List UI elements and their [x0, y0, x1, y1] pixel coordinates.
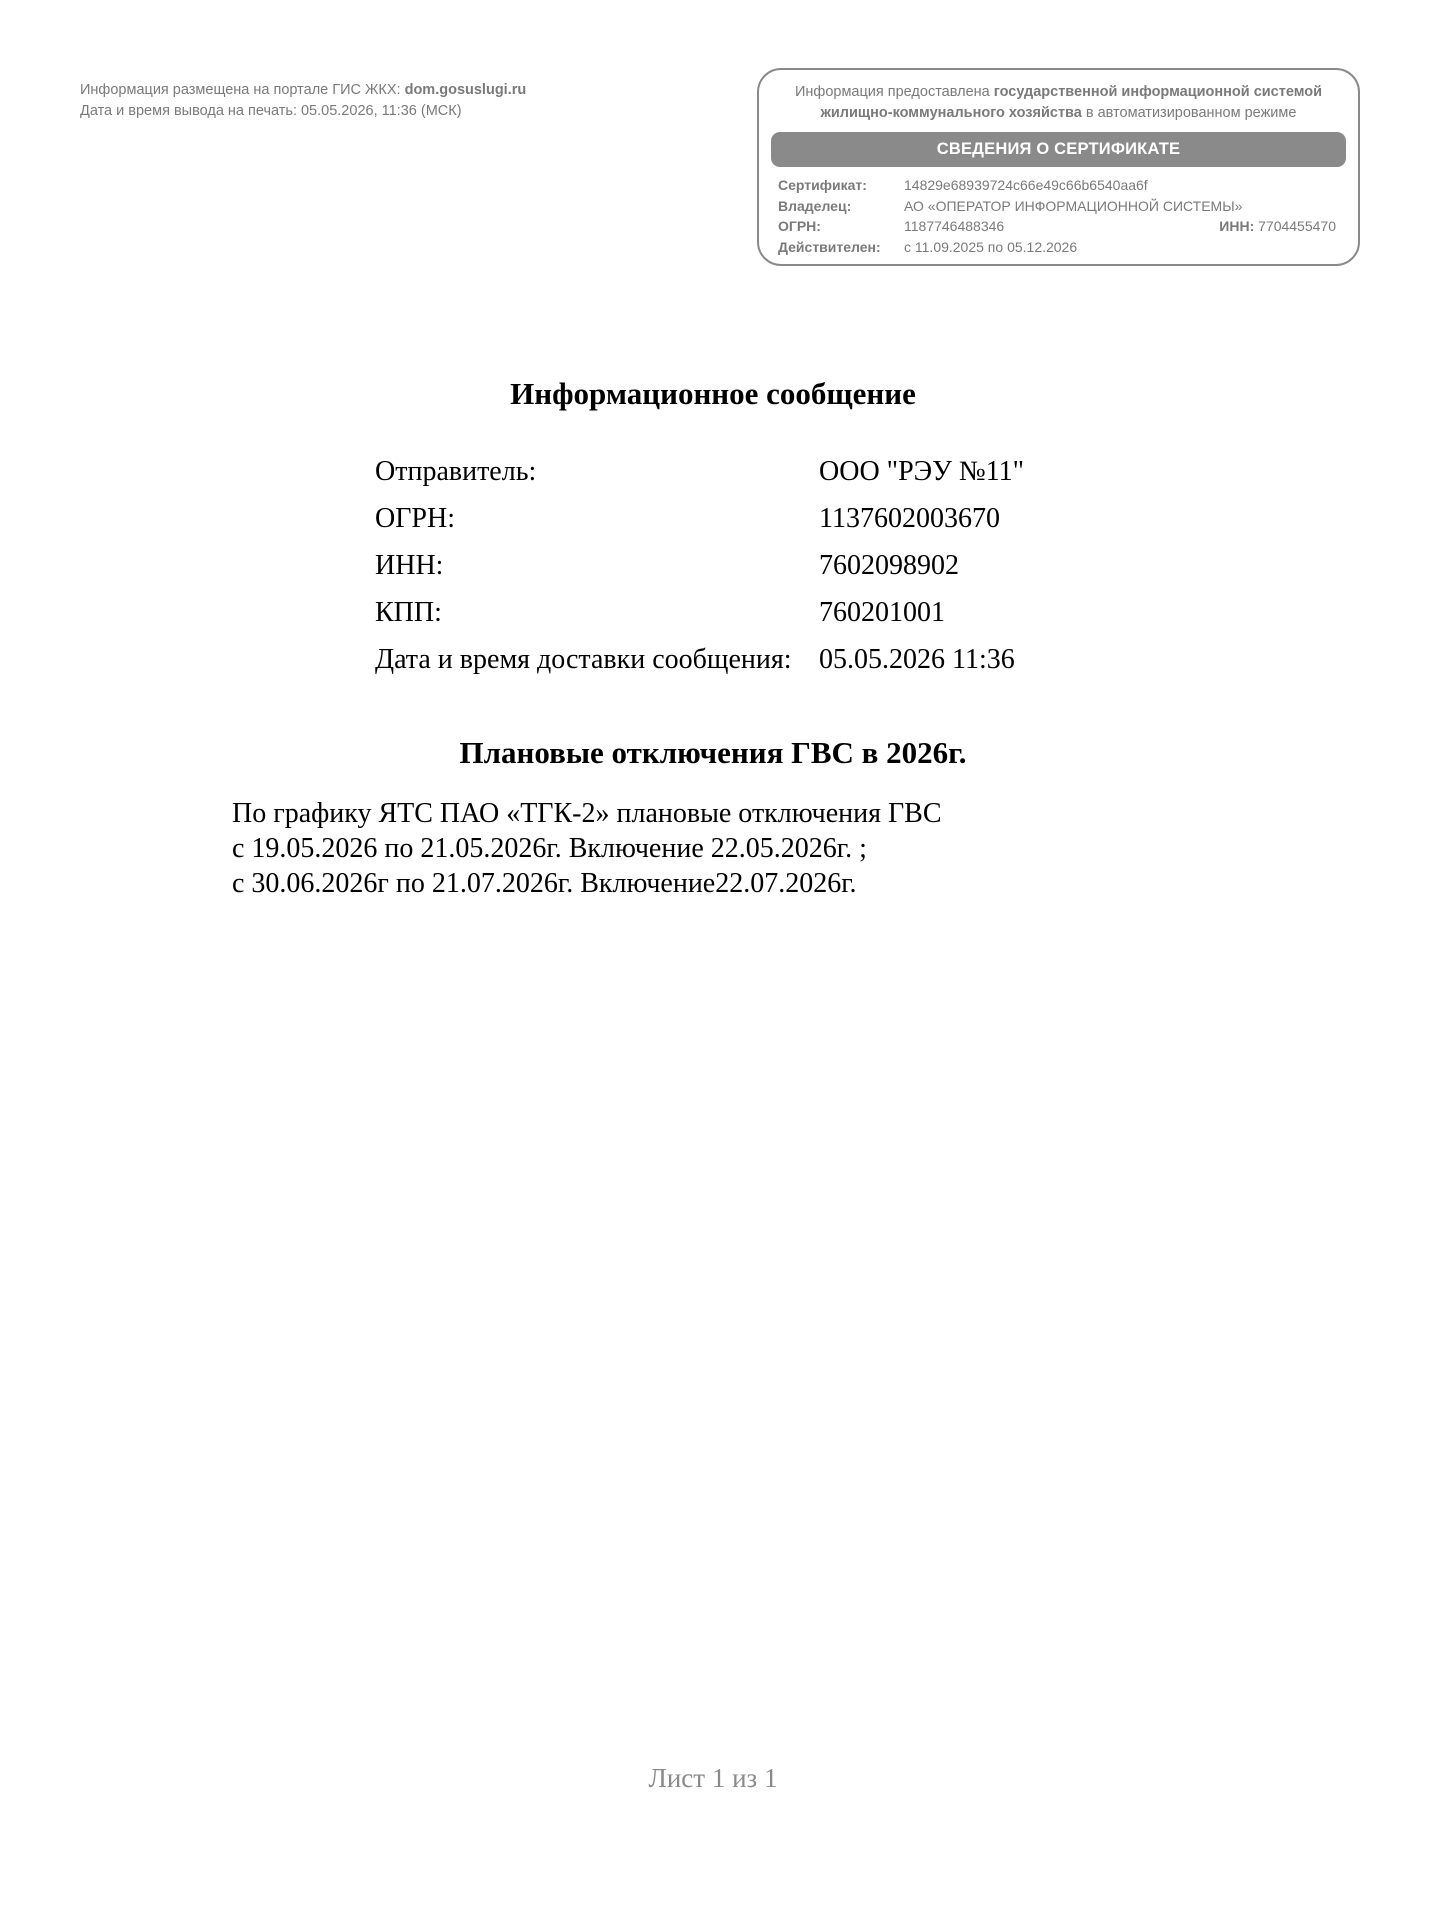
- sender-label: Отправитель:: [375, 456, 537, 487]
- page-number: Лист 1 из 1: [648, 1763, 778, 1793]
- certificate-row-serial: [778, 175, 1336, 196]
- certificate-owner-label: Владелец:: [778, 197, 852, 214]
- certificate-intro-line-2: [759, 103, 1358, 124]
- portal-prefix: Информация размещена на портале ГИС ЖКХ:: [80, 82, 405, 98]
- certificate-row-validity: [778, 237, 1336, 258]
- intro-bold-1: государственной информационной системой: [993, 84, 1323, 100]
- print-datetime: Дата и время вывода на печать: 05.05.2026, 11:36 (МСК): [80, 103, 462, 119]
- inn-label: ИНН:: [375, 550, 444, 581]
- certificate-inn-value: 7704455470: [1254, 218, 1336, 234]
- delivery-datetime-value: 05.05.2026 11:36: [819, 644, 1015, 675]
- sender-value: ООО "РЭУ №11": [819, 456, 1025, 487]
- certificate-row-ogrn: [778, 216, 1336, 237]
- portal-line: [80, 80, 526, 101]
- intro-prefix: Информация предоставлена: [794, 84, 994, 100]
- message-line: с 19.05.2026 по 21.05.2026г. Включение 22.05.2026г. ;: [232, 833, 867, 864]
- inn-value: 7602098902: [819, 550, 959, 581]
- message-body: [232, 796, 942, 901]
- certificate-row-owner: [778, 196, 1336, 217]
- ogrn-value: 1137602003670: [819, 503, 1000, 534]
- kpp-label: КПП:: [375, 597, 442, 628]
- portal-domain: dom.gosuslugi.ru: [404, 82, 527, 98]
- message-line: По графику ЯТС ПАО «ТГК-2» плановые отключения ГВС: [232, 798, 942, 829]
- message-line: с 30.06.2026г по 21.07.2026г. Включение22.07.2026г.: [232, 868, 857, 899]
- certificate-stamp: [757, 68, 1360, 266]
- certificate-ogrn-value: 1187746488346: [904, 218, 1005, 234]
- certificate-details: [778, 175, 1336, 257]
- document-title: Информационное сообщение: [510, 376, 916, 411]
- intro-bold-2: жилищно-коммунального хозяйства: [820, 105, 1082, 121]
- message-subject: Плановые отключения ГВС в 2026г.: [459, 735, 967, 770]
- certificate-inn-label: ИНН:: [1219, 218, 1255, 234]
- certificate-ogrn-label: ОГРН:: [778, 218, 821, 234]
- certificate-intro: [759, 82, 1358, 124]
- print-info: [80, 80, 526, 122]
- kpp-value: 760201001: [819, 597, 945, 628]
- certificate-header: СВЕДЕНИЯ О СЕРТИФИКАТЕ: [771, 132, 1346, 167]
- intro-suffix: в автоматизированном режиме: [1081, 105, 1297, 121]
- certificate-owner-value: АО «ОПЕРАТОР ИНФОРМАЦИОННОЙ СИСТЕМЫ»: [904, 197, 1243, 214]
- certificate-intro-line-1: [759, 82, 1358, 103]
- delivery-datetime-label: Дата и время доставки сообщения:: [375, 644, 792, 675]
- certificate-validity-label: Действителен:: [778, 238, 881, 255]
- certificate-validity-value: с 11.09.2025 по 05.12.2026: [904, 238, 1078, 255]
- certificate-serial-label: Сертификат:: [778, 177, 867, 193]
- ogrn-label: ОГРН:: [375, 503, 455, 534]
- certificate-inn: [1219, 216, 1336, 237]
- certificate-serial-value: 14829e68939724c66e49c66b6540aa6f: [904, 177, 1148, 193]
